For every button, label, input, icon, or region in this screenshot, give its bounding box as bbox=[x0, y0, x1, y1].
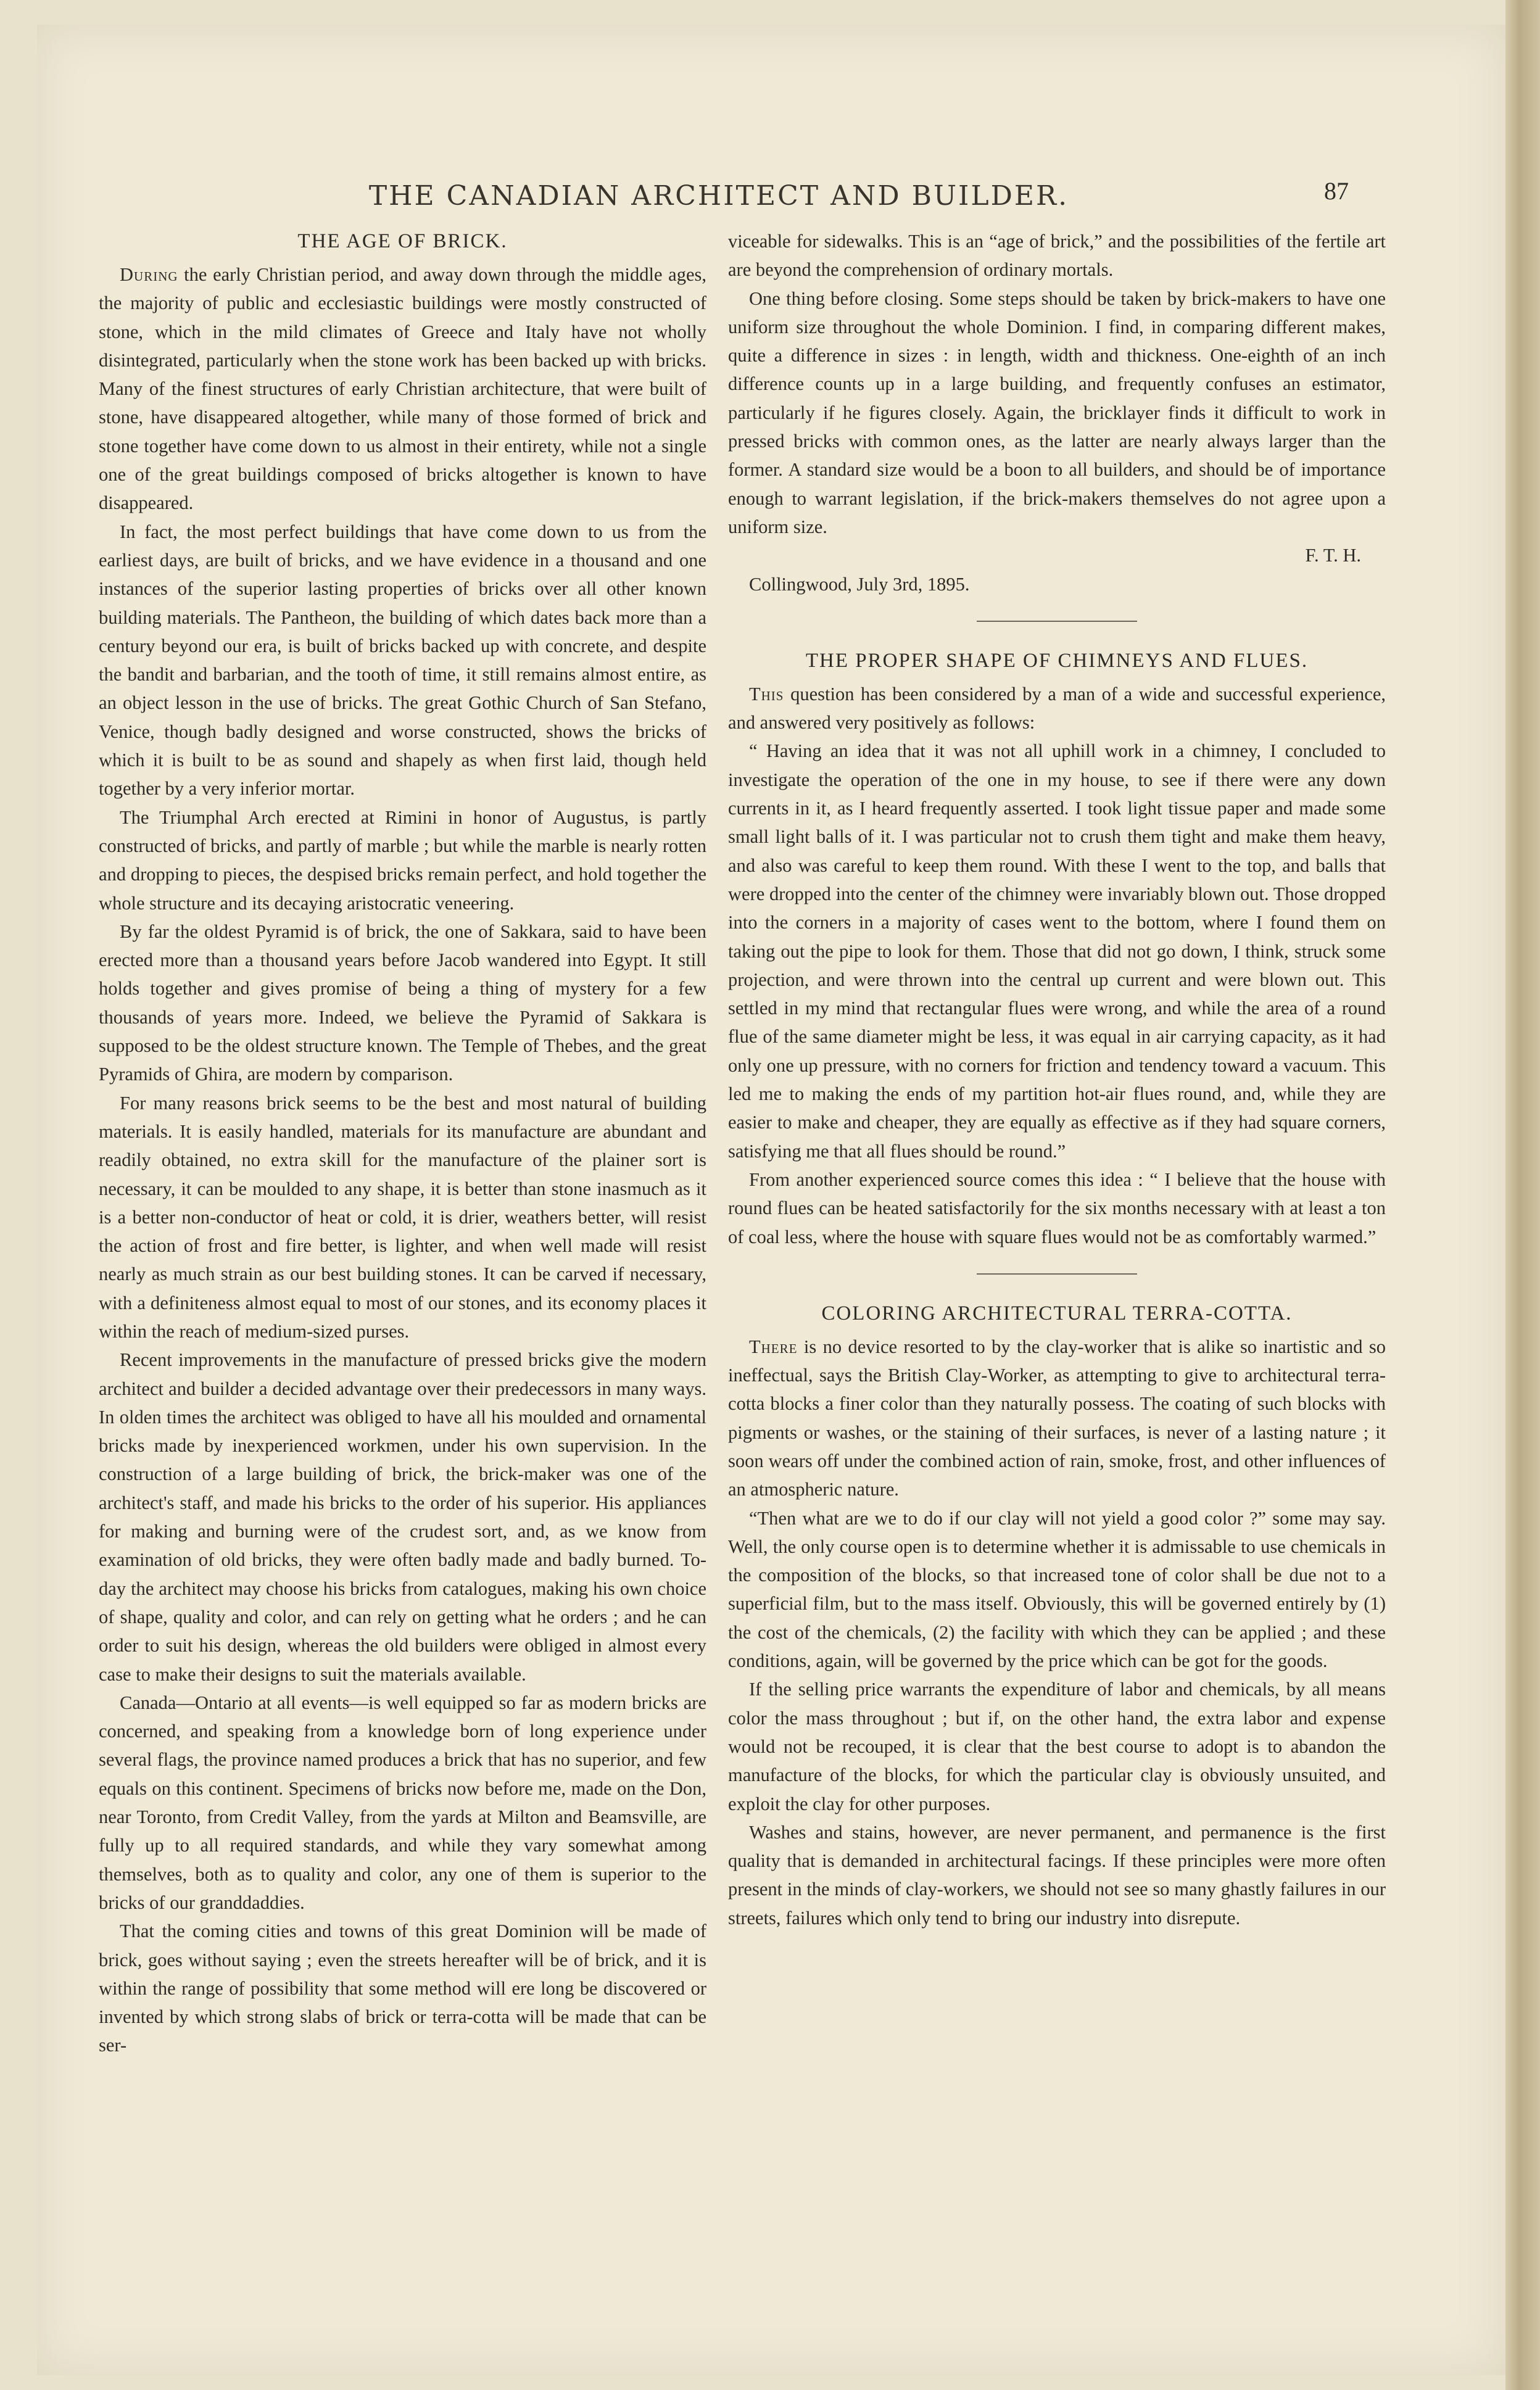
paragraph: One thing before closing. Some steps should be taken by brick-makers to have one uniform size throughout the whole Dominion. I find, in comparing different makes, quite a difference in sizes : in length, width and thickness. One-eighth of an inch difference counts up in a large building, and frequently confuses an estimator, particularly if he figures closely. Again, the bricklayer finds it difficult to work in pressed bricks with common ones, as the latter are nearly always larger than the former. A standard size would be a boon to all builders, and should be of importance enough to warrant legislation, if the brick-makers themselves do not agree upon a uniform size. bbox=[728, 287, 1386, 537]
paragraph: Canada—Ontario at all events—is well equipped so far as modern bricks are concerned, and speaking from a knowledge born of long experience under several flags, the province named produces a brick that has no superior, and few equals on this continent. Specimens of bricks now before me, made on the Don, near Toronto, from Credit Valley, from the yards at Milton and Beamsville, are fully up to all required standards, and while they vary somewhat among themselves, both as to quality and color, any one of them is superior to the bricks of our granddaddies. bbox=[99, 1692, 706, 1913]
paragraph: Recent improvements in the manufacture of pressed bricks give the modern architect and builder a decided advantage over their predecessors in many ways. In olden times the architect was obliged to have all his moulded and ornamental bricks made by inexperienced workmen, under his own supervision. In the construction of a large building of brick, the brick-maker was one of the architect's staff, and made his bricks to the order of his superior. His appliances for making and burning were of the crudest sort, and, as we know from examination of old bricks, they were often badly made and badly burned. To-day the architect may choose his bricks from catalogues, making his own choice of shape, quality and color, and can rely on getting what he orders ; and he can order to suit his design, whereas the old builders were obliged in almost every case to make their designs to suit the materials available. bbox=[99, 1349, 706, 1685]
lead-word: There bbox=[749, 1336, 798, 1357]
article-title-terra-cotta: COLORING ARCHITECTURAL TERRA-COTTA. bbox=[821, 1302, 1293, 1325]
paragraph bbox=[99, 260, 706, 518]
book-binding-edge bbox=[1505, 0, 1540, 2390]
paragraph-text: question has been considered by a man of a wide and successful experience, and answered very positively as follows: bbox=[728, 683, 1386, 734]
paragraph: “Then what are we to do if our clay will not yield a good color ?” some may say. Well, the only course open is to determine whether it is admissable to use chemicals in the composition of the blocks, so that increased tone of color shall be due not to a superficial film, but to the mass itself. Obviously, this will be governed entirely by (1) the cost of the chemicals, (2) the facility with which they can be applied ; and these conditions, again, will be governed by the price which can be got for the goods. bbox=[728, 1507, 1386, 1672]
lead-word: This bbox=[749, 683, 784, 705]
paragraph: The Triumphal Arch erected at Rimini in honor of Augustus, is partly constructed of bricks, and partly of marble ; but while the marble is nearly rotten and dropping to pieces, the despised bricks remain perfect, and hold together the whole structure and its decaying aristocratic veneering. bbox=[99, 806, 707, 914]
paragraph-text: the early Christian period, and away down through the middle ages, the majority of public and ecclesiastic buildings were mostly constructed of stone, which in the mild climates of Greece and Italy have not wholly disintegrated, particularly when the stone work has been backed up with bricks. Many of the finest structures of early Christian architecture, that were built of stone, have disappeared altogether, while many of those formed of brick and stone together have come down to us almost in their entirety, while not a single one of the great buildings composed of bricks altogether is known to have disappeared. bbox=[99, 264, 706, 514]
right-column bbox=[728, 227, 1386, 1932]
article-title-chimneys: THE PROPER SHAPE OF CHIMNEYS AND FLUES. bbox=[805, 649, 1309, 672]
article-title-age-of-brick: THE AGE OF BRICK. bbox=[297, 230, 508, 252]
author-signature: F. T. H. bbox=[1305, 545, 1361, 566]
paragraph bbox=[728, 680, 1386, 737]
paragraph: Washes and stains, however, are never permanent, and permanence is the first quality that is demanded in architectural facings. If these principles were more often present in the minds of clay-workers, we should not see so many ghastly failures in our streets, failures which only tend to bring our industry into disrepute. bbox=[728, 1821, 1386, 1929]
running-header: THE CANADIAN ARCHITECT AND BUILDER. bbox=[368, 180, 1069, 212]
page-number: 87 bbox=[1324, 177, 1349, 205]
paragraph: That the coming cities and towns of this great Dominion will be made of brick, goes without saying ; even the streets hereafter will be of brick, and it is within the range of possibility that some method will ere long be discovered or invented by which strong slabs of brick or terra-cotta will be made that can be ser- bbox=[99, 1921, 706, 2056]
paragraph: From another experienced source comes this idea : “ I believe that the house with round flues can be heated satisfactorily for the six months necessary with at least a ton of coal less, where the house with square flues would not be as comfortably warmed.” bbox=[728, 1168, 1386, 1247]
left-column bbox=[99, 227, 706, 2060]
dateline: Collingwood, July 3rd, 1895. bbox=[749, 573, 970, 595]
paragraph: If the selling price warrants the expenditure of labor and chemicals, by all means color the mass throughout ; but if, on the other hand, the extra labor and expense would not be recouped, it is clear that the best course to adopt is to abandon the manufacture of the blocks, for which the particular clay is obviously unsuited, and exploit the clay for other purposes. bbox=[728, 1679, 1386, 1814]
paragraph: “ Having an idea that it was not all uphill work in a chimney, I concluded to investigate the operation of the one in my house, to see if there were any down currents in it, as I heard frequently asserted. I took light tissue paper and made some small light balls of it. I was particular not to crush them tight and make them heavy, and also was careful to keep them round. With these I went to the top, and balls that were dropped into the center of the chimney were invariably blown out. Those dropped into the corners in a majority of cases went to the bottom, where I found them on taking out the pipe to look for them. Those that did not go down, I think, struck some projection, and were thrown into the central up current and were blown out. This settled in my mind that rectangular flues were wrong, and while the area of a round flue of the same diameter might be less, it was equal in air carrying capacity, as it had only one up pressure, with no corners for friction and tendency toward a vacuum. This led me to making the ends of my partition hot-air flues round, and, while they are easier to make and cheaper, they are equally as effective as if they had square corners, satisfying me that all flues should be round.” bbox=[728, 740, 1386, 1162]
paragraph bbox=[728, 1333, 1386, 1504]
lead-word: During bbox=[120, 264, 178, 285]
paragraph: For many reasons brick seems to be the best and most natural of building materials. It is easily handled, materials for its manufacture are abundant and readily obtained, no extra skill for the manufacture of the plainer sort is necessary, it can be moulded to any shape, it is better than stone inasmuch as it is a better non-conductor of heat or cold, it is drier, weathers better, will resist the action of frost and fire better, is lighter, and when well made will resist nearly as much strain as our best building stones. It can be carved if necessary, with a definiteness almost equal to most of our stones, and its economy places it within the reach of medium-sized purses. bbox=[99, 1092, 706, 1342]
paragraph-text: is no device resorted to by the clay-worker that is alike so inartistic and so ineffectual, says the British Clay-Worker, as attempting to give to architectural terra-cotta blocks a finer color than they naturally possess. The coating of such blocks with pigments or washes, or the staining of their surfaces, is never of a lasting nature ; it soon wears off under the combined action of rain, smoke, frost, and other influences of an atmospheric nature. bbox=[728, 1336, 1386, 1500]
paragraph: In fact, the most perfect buildings that have come down to us from the earliest days, are built of bricks, and we have evidence in a thousand and one instances of the superior lasting properties of bricks over all other known building materials. The Pantheon, the building of which dates back more than a century beyond our era, is built of bricks backed up with concrete, and despite the bandit and barbarian, and the tooth of time, it still remains almost entire, as an object lesson in the use of bricks. The great Gothic Church of San Stefano, Venice, though badly designed and worse constructed, shows the bricks of which it is built to be as sound and shapely as when first laid, though held together by a very inferior mortar. bbox=[99, 521, 706, 800]
paragraph-continued: viceable for sidewalks. This is an “age of brick,” and the possibilities of the fertile art are beyond the comprehension of ordinary mortals. bbox=[728, 231, 1386, 281]
section-divider bbox=[977, 1273, 1137, 1275]
paragraph: By far the oldest Pyramid is of brick, the one of Sakkara, said to have been erected more than a thousand years before Jacob wandered into Egypt. It still holds together and gives promise of being a thing of mystery for a few thousands of years more. Indeed, we believe the Pyramid of Sakkara is supposed to be the oldest structure known. The Temple of Thebes, and the great Pyramids of Ghira, are modern by comparison. bbox=[99, 920, 706, 1085]
section-divider bbox=[977, 621, 1137, 622]
